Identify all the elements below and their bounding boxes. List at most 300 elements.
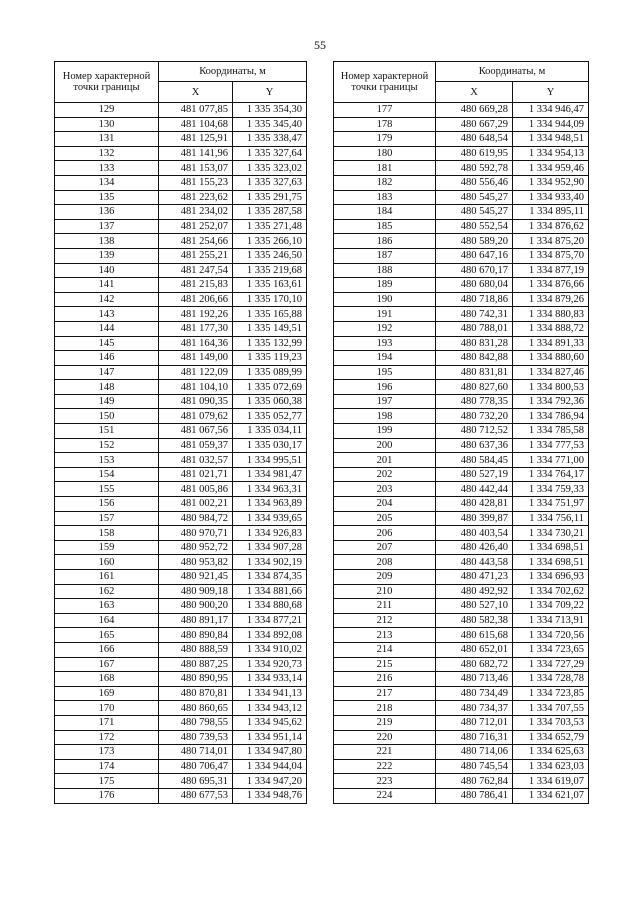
table-row [334,175,589,190]
y-coordinate-cell: 1 334 981,47 [233,467,307,482]
y-coordinate-cell: 1 334 707,55 [513,701,589,716]
point-number-cell: 222 [334,759,436,774]
x-coordinate-cell: 481 090,35 [159,394,233,409]
x-coordinate-cell: 480 647,16 [436,248,513,263]
y-coordinate-cell: 1 334 723,65 [513,642,589,657]
x-coordinate-cell: 481 104,10 [159,380,233,395]
table-row [55,161,307,176]
table-row [334,642,589,657]
x-coordinate-cell: 480 887,25 [159,657,233,672]
x-coordinate-cell: 480 592,78 [436,161,513,176]
page-number: 55 [314,38,326,52]
table-row [334,730,589,745]
x-coordinate-cell: 481 077,85 [159,103,233,118]
point-number-cell: 208 [334,555,436,570]
table-row [55,686,307,701]
y-coordinate-cell: 1 334 963,31 [233,482,307,497]
y-coordinate-cell: 1 334 941,13 [233,686,307,701]
table-row [334,248,589,263]
x-coordinate-cell: 480 713,46 [436,672,513,687]
y-coordinate-cell: 1 335 345,40 [233,117,307,132]
table-row [334,394,589,409]
point-number-cell: 216 [334,672,436,687]
table-row [55,175,307,190]
table-row [55,219,307,234]
point-number-cell: 139 [55,248,159,263]
y-coordinate-cell: 1 334 874,35 [233,570,307,585]
x-coordinate-cell: 481 141,96 [159,146,233,161]
y-coordinate-cell: 1 334 876,62 [513,219,589,234]
y-coordinate-cell: 1 334 963,89 [233,497,307,512]
y-coordinate-cell: 1 334 621,07 [513,788,589,803]
y-coordinate-cell: 1 334 888,72 [513,321,589,336]
x-coordinate-cell: 481 254,66 [159,234,233,249]
y-coordinate-cell: 1 335 163,61 [233,278,307,293]
y-coordinate-cell: 1 334 876,66 [513,278,589,293]
table-row [55,672,307,687]
table-row [334,715,589,730]
point-number-cell: 159 [55,540,159,555]
table-row [334,424,589,439]
table-row [334,657,589,672]
table-row [55,467,307,482]
x-coordinate-cell: 480 788,01 [436,321,513,336]
point-number-cell: 148 [55,380,159,395]
table-row [334,263,589,278]
x-coordinate-cell: 481 125,91 [159,132,233,147]
y-coordinate-cell: 1 334 880,68 [233,599,307,614]
table-row [334,292,589,307]
point-number-cell: 197 [334,394,436,409]
point-number-cell: 193 [334,336,436,351]
x-coordinate-cell: 481 067,56 [159,424,233,439]
point-number-cell: 179 [334,132,436,147]
point-number-cell: 187 [334,248,436,263]
x-coordinate-cell: 480 891,17 [159,613,233,628]
x-coordinate-cell: 480 527,19 [436,467,513,482]
x-coordinate-cell: 480 589,20 [436,234,513,249]
point-number-cell: 195 [334,365,436,380]
point-number-cell: 219 [334,715,436,730]
y-coordinate-cell: 1 334 879,26 [513,292,589,307]
point-number-cell: 223 [334,774,436,789]
y-coordinate-cell: 1 335 219,68 [233,263,307,278]
y-coordinate-cell: 1 334 759,33 [513,482,589,497]
x-coordinate-cell: 480 778,35 [436,394,513,409]
point-number-cell: 147 [55,365,159,380]
x-coordinate-cell: 481 177,30 [159,321,233,336]
table-row [55,248,307,263]
x-coordinate-cell: 480 619,95 [436,146,513,161]
x-coordinate-cell: 480 831,28 [436,336,513,351]
y-coordinate-cell: 1 334 713,91 [513,613,589,628]
point-number-cell: 169 [55,686,159,701]
point-number-cell: 165 [55,628,159,643]
y-coordinate-cell: 1 334 954,13 [513,146,589,161]
point-number-cell: 205 [334,511,436,526]
x-coordinate-cell: 480 682,72 [436,657,513,672]
table-row [334,482,589,497]
table-row [55,438,307,453]
x-coordinate-cell: 480 762,84 [436,774,513,789]
table-row [55,307,307,322]
y-coordinate-cell: 1 335 052,77 [233,409,307,424]
table-row [334,321,589,336]
point-number-cell: 201 [334,453,436,468]
y-coordinate-cell: 1 335 291,75 [233,190,307,205]
y-coordinate-cell: 1 334 947,20 [233,774,307,789]
point-number-cell: 134 [55,175,159,190]
x-coordinate-cell: 480 403,54 [436,526,513,541]
point-number-cell: 157 [55,511,159,526]
x-coordinate-cell: 481 005,86 [159,482,233,497]
x-coordinate-cell: 480 582,38 [436,613,513,628]
y-coordinate-cell: 1 334 703,53 [513,715,589,730]
point-number-cell: 135 [55,190,159,205]
point-number-cell: 131 [55,132,159,147]
x-coordinate-cell: 480 827,60 [436,380,513,395]
table-row [334,132,589,147]
y-coordinate-cell: 1 334 777,53 [513,438,589,453]
y-coordinate-cell: 1 335 354,30 [233,103,307,118]
x-coordinate-cell: 480 648,54 [436,132,513,147]
y-coordinate-cell: 1 334 881,66 [233,584,307,599]
x-coordinate-cell: 480 970,71 [159,526,233,541]
x-coordinate-cell: 480 706,47 [159,759,233,774]
x-coordinate-cell: 480 890,95 [159,672,233,687]
point-number-cell: 133 [55,161,159,176]
point-number-cell: 160 [55,555,159,570]
table-row [55,424,307,439]
y-coordinate-cell: 1 334 959,46 [513,161,589,176]
y-coordinate-cell: 1 334 910,02 [233,642,307,657]
point-number-cell: 220 [334,730,436,745]
point-number-cell: 170 [55,701,159,716]
x-coordinate-cell: 480 798,55 [159,715,233,730]
x-coordinate-cell: 480 734,37 [436,701,513,716]
x-coordinate-cell: 481 032,57 [159,453,233,468]
right-table-body [334,103,589,804]
x-coordinate-cell: 480 545,27 [436,205,513,220]
table-row [334,511,589,526]
x-coordinate-cell: 480 615,68 [436,628,513,643]
point-number-cell: 143 [55,307,159,322]
table-row [55,117,307,132]
point-number-cell: 151 [55,424,159,439]
point-number-header: Номер характерной точки границы [55,62,159,103]
table-row [334,540,589,555]
table-row [55,234,307,249]
y-coordinate-cell: 1 335 323,02 [233,161,307,176]
x-coordinate-cell: 481 021,71 [159,467,233,482]
x-coordinate-cell: 481 155,23 [159,175,233,190]
x-coordinate-cell: 480 428,81 [436,497,513,512]
y-coordinate-cell: 1 335 072,69 [233,380,307,395]
table-row [55,132,307,147]
table-row [334,161,589,176]
table-row [55,380,307,395]
table-row [334,453,589,468]
y-coordinate-cell: 1 334 907,28 [233,540,307,555]
table-row [55,657,307,672]
y-coordinate-cell: 1 334 619,07 [513,774,589,789]
x-coordinate-cell: 480 680,04 [436,278,513,293]
y-coordinate-cell: 1 334 952,90 [513,175,589,190]
point-number-cell: 161 [55,570,159,585]
y-coordinate-cell: 1 334 786,94 [513,409,589,424]
point-number-cell: 194 [334,351,436,366]
y-coordinate-cell: 1 334 720,56 [513,628,589,643]
x-coordinate-cell: 480 667,29 [436,117,513,132]
point-number-cell: 183 [334,190,436,205]
x-coordinate-cell: 481 206,66 [159,292,233,307]
point-number-cell: 163 [55,599,159,614]
y-coordinate-cell: 1 334 875,70 [513,248,589,263]
table-row [334,278,589,293]
y-coordinate-cell: 1 334 946,47 [513,103,589,118]
x-coordinate-cell: 480 734,49 [436,686,513,701]
x-coordinate-cell: 481 215,83 [159,278,233,293]
table-row [55,730,307,745]
table-row [55,351,307,366]
point-number-cell: 213 [334,628,436,643]
y-coordinate-cell: 1 334 764,17 [513,467,589,482]
y-coordinate-cell: 1 334 944,04 [233,759,307,774]
x-coordinate-cell: 480 527,10 [436,599,513,614]
point-number-cell: 180 [334,146,436,161]
point-number-cell: 141 [55,278,159,293]
table-row [334,555,589,570]
y-coordinate-cell: 1 335 165,88 [233,307,307,322]
point-number-cell: 178 [334,117,436,132]
x-coordinate-cell: 481 247,54 [159,263,233,278]
point-number-cell: 154 [55,467,159,482]
y-coordinate-cell: 1 334 877,21 [233,613,307,628]
table-row [334,467,589,482]
y-coordinate-cell: 1 334 891,33 [513,336,589,351]
table-row [55,613,307,628]
point-number-cell: 150 [55,409,159,424]
point-number-cell: 209 [334,570,436,585]
point-number-cell: 162 [55,584,159,599]
table-row [334,380,589,395]
table-row [334,774,589,789]
table-row [55,584,307,599]
point-number-cell: 189 [334,278,436,293]
table-row [334,672,589,687]
y-coordinate-cell: 1 334 785,58 [513,424,589,439]
table-row [55,482,307,497]
point-number-cell: 224 [334,788,436,803]
point-number-cell: 175 [55,774,159,789]
point-number-cell: 132 [55,146,159,161]
point-number-cell: 215 [334,657,436,672]
x-coordinate-cell: 480 677,53 [159,788,233,803]
table-row [334,438,589,453]
coordinates-header: Координаты, м [159,62,307,82]
table-row [55,555,307,570]
x-coordinate-cell: 480 745,54 [436,759,513,774]
y-coordinate-cell: 1 335 338,47 [233,132,307,147]
table-row [334,599,589,614]
table-row [334,745,589,760]
y-header: Y [233,82,307,103]
table-row [334,190,589,205]
point-number-cell: 192 [334,321,436,336]
x-coordinate-cell: 480 732,20 [436,409,513,424]
y-coordinate-cell: 1 334 698,51 [513,540,589,555]
point-number-cell: 182 [334,175,436,190]
x-coordinate-cell: 480 888,59 [159,642,233,657]
x-coordinate-cell: 480 742,31 [436,307,513,322]
x-coordinate-cell: 480 556,46 [436,175,513,190]
y-coordinate-cell: 1 334 698,51 [513,555,589,570]
table-row [55,497,307,512]
y-coordinate-cell: 1 335 132,99 [233,336,307,351]
point-number-cell: 191 [334,307,436,322]
point-number-cell: 185 [334,219,436,234]
x-coordinate-cell: 480 552,54 [436,219,513,234]
point-number-cell: 167 [55,657,159,672]
table-row [334,686,589,701]
x-header: X [159,82,233,103]
table-row [334,205,589,220]
x-coordinate-cell: 480 909,18 [159,584,233,599]
y-coordinate-cell: 1 334 652,79 [513,730,589,745]
y-coordinate-cell: 1 335 287,58 [233,205,307,220]
point-number-cell: 129 [55,103,159,118]
table-row [55,190,307,205]
x-coordinate-cell: 480 471,23 [436,570,513,585]
y-coordinate-cell: 1 334 945,62 [233,715,307,730]
table-row [334,234,589,249]
x-coordinate-cell: 480 492,92 [436,584,513,599]
table-row [334,409,589,424]
point-number-cell: 153 [55,453,159,468]
y-coordinate-cell: 1 334 771,00 [513,453,589,468]
y-coordinate-cell: 1 334 880,60 [513,351,589,366]
point-number-cell: 199 [334,424,436,439]
table-row [334,613,589,628]
y-coordinate-cell: 1 334 944,09 [513,117,589,132]
y-coordinate-cell: 1 334 939,65 [233,511,307,526]
point-number-cell: 202 [334,467,436,482]
x-coordinate-cell: 480 786,41 [436,788,513,803]
y-coordinate-cell: 1 335 034,11 [233,424,307,439]
y-coordinate-cell: 1 334 948,51 [513,132,589,147]
y-coordinate-cell: 1 334 792,36 [513,394,589,409]
table-row [334,117,589,132]
coordinates-table-left [54,61,307,804]
x-coordinate-cell: 480 714,01 [159,745,233,760]
table-row [55,292,307,307]
x-coordinate-cell: 480 712,01 [436,715,513,730]
table-row [55,628,307,643]
table-row [55,599,307,614]
table-row [334,351,589,366]
y-coordinate-cell: 1 334 933,40 [513,190,589,205]
x-coordinate-cell: 481 234,02 [159,205,233,220]
x-coordinate-cell: 480 718,86 [436,292,513,307]
point-number-cell: 140 [55,263,159,278]
point-number-cell: 156 [55,497,159,512]
point-number-cell: 177 [334,103,436,118]
table-row [55,570,307,585]
point-number-cell: 146 [55,351,159,366]
y-coordinate-cell: 1 334 751,97 [513,497,589,512]
table-row [55,526,307,541]
y-coordinate-cell: 1 334 947,80 [233,745,307,760]
point-number-cell: 206 [334,526,436,541]
y-coordinate-cell: 1 335 327,64 [233,146,307,161]
y-coordinate-cell: 1 334 877,19 [513,263,589,278]
table-row [55,146,307,161]
point-number-cell: 204 [334,497,436,512]
table-row [334,584,589,599]
point-number-cell: 137 [55,219,159,234]
x-coordinate-cell: 480 860,65 [159,701,233,716]
x-coordinate-cell: 480 890,84 [159,628,233,643]
table-row [55,453,307,468]
table-row [334,307,589,322]
y-coordinate-cell: 1 335 149,51 [233,321,307,336]
x-coordinate-cell: 481 059,37 [159,438,233,453]
x-coordinate-cell: 480 399,87 [436,511,513,526]
point-number-cell: 149 [55,394,159,409]
x-coordinate-cell: 480 900,20 [159,599,233,614]
table-row [55,715,307,730]
x-coordinate-cell: 480 637,36 [436,438,513,453]
point-number-cell: 176 [55,788,159,803]
point-number-cell: 200 [334,438,436,453]
table-row [334,103,589,118]
x-coordinate-cell: 480 426,40 [436,540,513,555]
x-coordinate-cell: 481 223,62 [159,190,233,205]
x-coordinate-cell: 480 831,81 [436,365,513,380]
table-row [55,409,307,424]
y-coordinate-cell: 1 335 327,63 [233,175,307,190]
y-coordinate-cell: 1 334 827,46 [513,365,589,380]
y-coordinate-cell: 1 334 895,11 [513,205,589,220]
y-coordinate-cell: 1 334 951,14 [233,730,307,745]
point-number-cell: 166 [55,642,159,657]
table-row [55,642,307,657]
x-coordinate-cell: 481 192,26 [159,307,233,322]
y-coordinate-cell: 1 335 060,38 [233,394,307,409]
x-coordinate-cell: 481 002,21 [159,497,233,512]
x-coordinate-cell: 480 716,31 [436,730,513,745]
point-number-cell: 203 [334,482,436,497]
x-coordinate-cell: 480 669,28 [436,103,513,118]
x-coordinate-cell: 480 984,72 [159,511,233,526]
table-row [334,788,589,803]
x-coordinate-cell: 480 842,88 [436,351,513,366]
table-row [334,526,589,541]
x-coordinate-cell: 480 545,27 [436,190,513,205]
x-coordinate-cell: 480 712,52 [436,424,513,439]
y-coordinate-cell: 1 335 266,10 [233,234,307,249]
x-coordinate-cell: 481 153,07 [159,161,233,176]
y-coordinate-cell: 1 335 246,50 [233,248,307,263]
table-row [55,394,307,409]
y-coordinate-cell: 1 334 902,19 [233,555,307,570]
y-coordinate-cell: 1 334 625,63 [513,745,589,760]
point-number-cell: 188 [334,263,436,278]
table-row [55,540,307,555]
table-row [55,263,307,278]
table-row [55,336,307,351]
point-number-cell: 172 [55,730,159,745]
